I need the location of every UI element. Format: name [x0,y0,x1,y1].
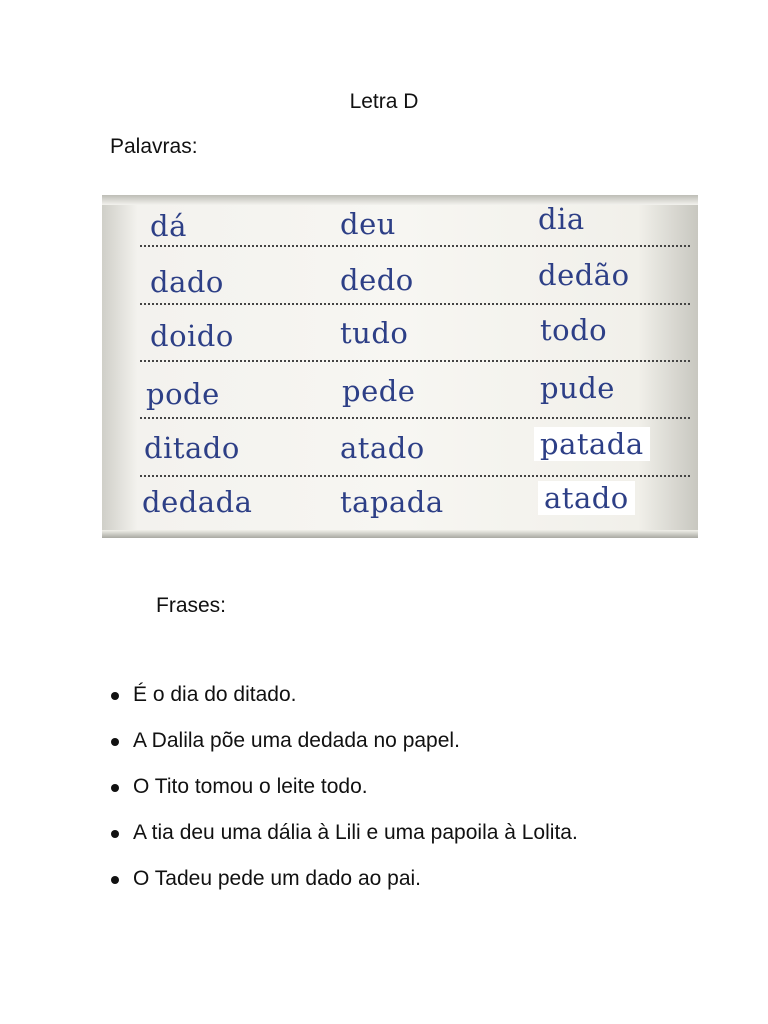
word-cell: dedão [538,258,630,292]
frases-heading: Frases: [156,594,227,617]
sentence-item [108,683,728,729]
row-divider [140,475,690,477]
word-cell: tudo [340,316,409,350]
row-divider [140,417,690,419]
sentence-list [108,683,728,913]
word-cell: dado [150,265,224,299]
sentence-text: O Tadeu pede um dado ao pai. [133,867,422,890]
word-cell: pode [146,377,220,411]
row-divider [140,303,690,305]
bullet-icon [111,738,119,746]
word-cell: patada [534,427,650,461]
sentence-text: O Tito tomou o leite todo. [133,775,368,798]
word-chart-image [102,195,698,538]
sentence-item [108,867,728,913]
sentence-text: É o dia do ditado. [133,683,297,706]
bullet-icon [111,876,119,884]
palavras-heading: Palavras: [110,135,198,158]
word-cell: doido [150,319,234,353]
row-divider [140,245,690,247]
word-cell: deu [340,207,396,241]
bullet-icon [111,830,119,838]
sentence-text: A tia deu uma dália à Lili e uma papoila à Lolita. [133,821,578,844]
word-cell: atado [340,431,425,465]
word-cell: dia [538,202,585,236]
word-cell: dá [150,209,187,243]
sentence-text: A Dalila põe uma dedada no papel. [133,729,460,752]
row-divider [140,360,690,362]
word-cell: tapada [340,485,444,519]
word-cell: dedo [340,263,414,297]
word-cell: pede [342,374,416,408]
word-cell: dedada [142,485,253,519]
image-bottom-edge [102,530,698,538]
sentence-item [108,729,728,775]
word-cell: todo [540,313,608,347]
image-top-edge [102,195,698,205]
bullet-icon [111,784,119,792]
sentence-item [108,821,728,867]
word-cell: atado [538,481,635,515]
bullet-icon [111,692,119,700]
word-cell: ditado [144,431,240,465]
sentence-item [108,775,728,821]
word-cell: pude [540,371,615,405]
page-title: Letra D [349,90,419,113]
